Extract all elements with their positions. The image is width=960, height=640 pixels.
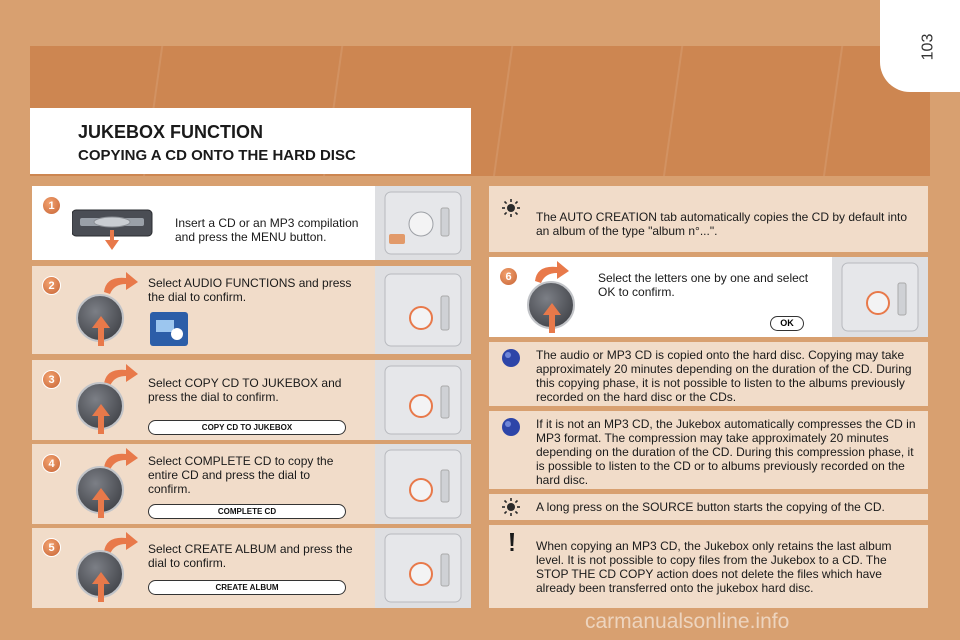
complete-cd-label: COMPLETE CD xyxy=(148,504,346,519)
step-4-badge: 4 xyxy=(42,454,61,473)
radio-panel-icon xyxy=(375,360,471,440)
step-4-text: Select COMPLETE CD to copy the entire CD and press the dial to confirm. xyxy=(148,454,334,496)
note-warning xyxy=(489,525,928,608)
radio-panel-icon xyxy=(375,444,471,524)
step-4-radio-panel xyxy=(375,444,471,524)
step-3-badge: 3 xyxy=(42,370,61,389)
press-arrow-icon xyxy=(92,572,110,602)
press-arrow-icon xyxy=(92,404,110,434)
sun-icon xyxy=(501,198,521,218)
step-5-text: Select CREATE ALBUM and press the dial to confirm. xyxy=(148,542,353,570)
ok-label: OK xyxy=(770,316,804,331)
page-title: JUKEBOX FUNCTION xyxy=(78,122,264,142)
curved-arrow-icon xyxy=(100,270,140,296)
step-1-radio-panel xyxy=(375,186,471,260)
page-subtitle: COPYING A CD ONTO THE HARD DISC xyxy=(78,147,356,164)
radio-panel-icon xyxy=(375,266,471,354)
step-6-radio-panel xyxy=(832,257,928,337)
blue-dot-icon xyxy=(501,417,521,437)
step-5-badge: 5 xyxy=(42,538,61,557)
note-auto-creation-text: The AUTO CREATION tab automatically copies the CD by default into an album of the type "album n°...". xyxy=(536,210,908,238)
step-3 xyxy=(32,360,471,440)
note-copy-duration-text: The audio or MP3 CD is copied onto the hard disc. Copying may take approximately 20 minutes depending on the duration of the CD. During this copying phase, it is not possible to listen to the albums previously recorded on the hard disc or the CDs. xyxy=(536,348,912,404)
note-compression-text: If it is not an MP3 CD, the Jukebox automatically compresses the CD in MP3 format. The compression may take approximately 20 minutes depending on the duration of the CD. During this compression phase, it is possible to listen to the CD or to albums previously recorded on the hard disc. xyxy=(536,417,916,487)
step-4 xyxy=(32,444,471,524)
warning-icon xyxy=(501,531,523,553)
step-2-text: Select AUDIO FUNCTIONS and press the dial to confirm. xyxy=(148,276,352,304)
blue-dot-icon xyxy=(501,348,521,368)
audio-functions-icon xyxy=(150,312,188,346)
note-source-press xyxy=(489,494,928,520)
note-auto-creation xyxy=(489,186,928,252)
page-number: 103 xyxy=(919,33,937,61)
sun-icon xyxy=(501,497,521,517)
page-number-tab xyxy=(880,0,960,92)
step-2-radio-panel xyxy=(375,266,471,354)
title-box xyxy=(30,108,471,174)
step-6 xyxy=(489,257,928,337)
step-3-text: Select COPY CD TO JUKEBOX and press the dial to confirm. xyxy=(148,376,342,404)
step-5 xyxy=(32,528,471,608)
radio-panel-icon xyxy=(375,528,471,608)
press-arrow-icon xyxy=(92,316,110,346)
watermark: carmanualsonline.info xyxy=(585,610,790,633)
step-2-badge: 2 xyxy=(42,276,61,295)
radio-panel-icon xyxy=(375,186,471,260)
create-album-label: CREATE ALBUM xyxy=(148,580,346,595)
cd-player-icon xyxy=(72,206,154,258)
radio-panel-icon xyxy=(832,257,928,337)
note-copy-duration xyxy=(489,342,928,406)
copy-cd-to-jukebox-label: COPY CD TO JUKEBOX xyxy=(148,420,346,435)
step-6-badge: 6 xyxy=(499,267,518,286)
note-compression xyxy=(489,411,928,489)
step-1 xyxy=(32,186,471,260)
step-1-text: Insert a CD or an MP3 compilation and press the MENU button. xyxy=(175,216,359,244)
step-3-radio-panel xyxy=(375,360,471,440)
press-arrow-icon xyxy=(92,488,110,518)
step-1-badge: 1 xyxy=(42,196,61,215)
note-source-press-text: A long press on the SOURCE button starts the copying of the CD. xyxy=(536,500,885,514)
note-warning-text: When copying an MP3 CD, the Jukebox only retains the last album level. It is not possible to copy files from the Jukebox to a CD. The STOP THE CD COPY action does not delete the files which have already been transferred onto the jukebox hard disc. xyxy=(536,539,892,595)
press-arrow-icon xyxy=(543,303,561,333)
step-6-text: Select the letters one by one and select OK to confirm. xyxy=(598,271,809,299)
step-2 xyxy=(32,266,471,354)
step-5-radio-panel xyxy=(375,528,471,608)
